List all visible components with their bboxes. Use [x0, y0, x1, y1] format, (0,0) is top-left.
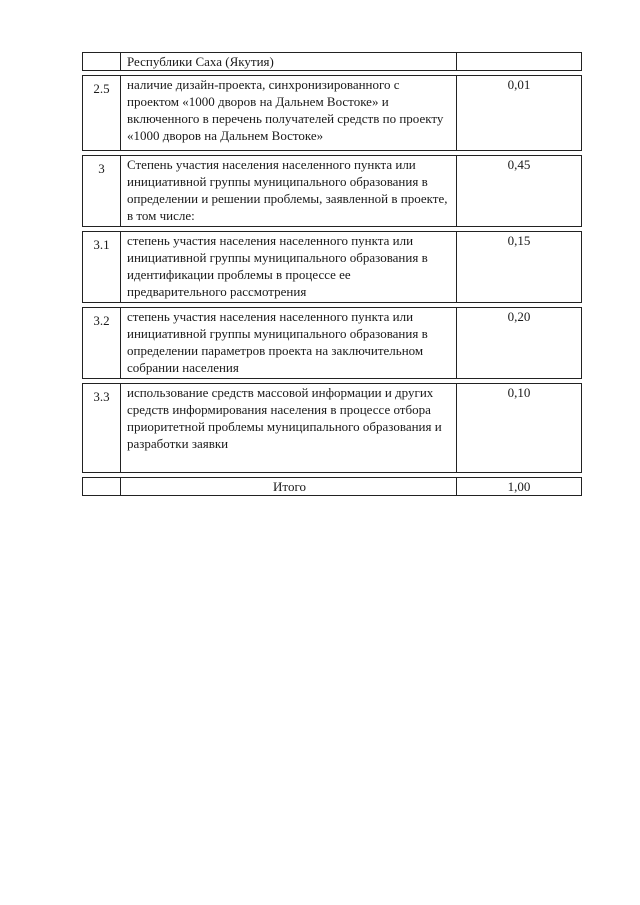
total-number-cell	[82, 477, 120, 496]
criterion-weight: 0,45	[456, 155, 582, 227]
row-number: 2.5	[82, 75, 120, 151]
criterion-weight: 0,01	[456, 75, 582, 151]
table-row	[82, 52, 582, 71]
total-row	[82, 477, 582, 496]
criterion-weight: 0,20	[456, 307, 582, 379]
criterion-text: наличие дизайн-проекта, синхронизированного с проектом «1000 дворов на Дальнем Востоке» и включенного в перечень получателей средств по проекту «1000 дворов на Дальнем Востоке»	[120, 75, 456, 151]
criterion-weight: 0,10	[456, 383, 582, 473]
criterion-text: Степень участия населения населенного пункта или инициативной группы муниципального образования в определении и решении проблемы, заявленной в проекте, в том числе:	[120, 155, 456, 227]
row-number: 3.3	[82, 383, 120, 473]
table-row	[82, 75, 582, 151]
criterion-text: степень участия населения населенного пункта или инициативной группы муниципального образования в идентификации проблемы в процессе ее предварительного рассмотрения	[120, 231, 456, 303]
criterion-text: Республики Саха (Якутия)	[120, 52, 456, 71]
table-row	[82, 383, 582, 473]
criterion-weight: 0,15	[456, 231, 582, 303]
criterion-text: степень участия населения населенного пункта или инициативной группы муниципального образования в определении параметров проекта на заключительном собрании населения	[120, 307, 456, 379]
total-label: Итого	[120, 477, 456, 496]
row-number	[82, 52, 120, 71]
criterion-text: использование средств массовой информации и других средств информирования населения в процессе отбора приоритетной проблемы муниципального образования и разработки заявки	[120, 383, 456, 473]
total-weight: 1,00	[456, 477, 582, 496]
row-number: 3.1	[82, 231, 120, 303]
row-number: 3.2	[82, 307, 120, 379]
criteria-table	[82, 48, 582, 500]
row-number: 3	[82, 155, 120, 227]
table-row	[82, 307, 582, 379]
criterion-weight	[456, 52, 582, 71]
table-row	[82, 231, 582, 303]
table-row	[82, 155, 582, 227]
